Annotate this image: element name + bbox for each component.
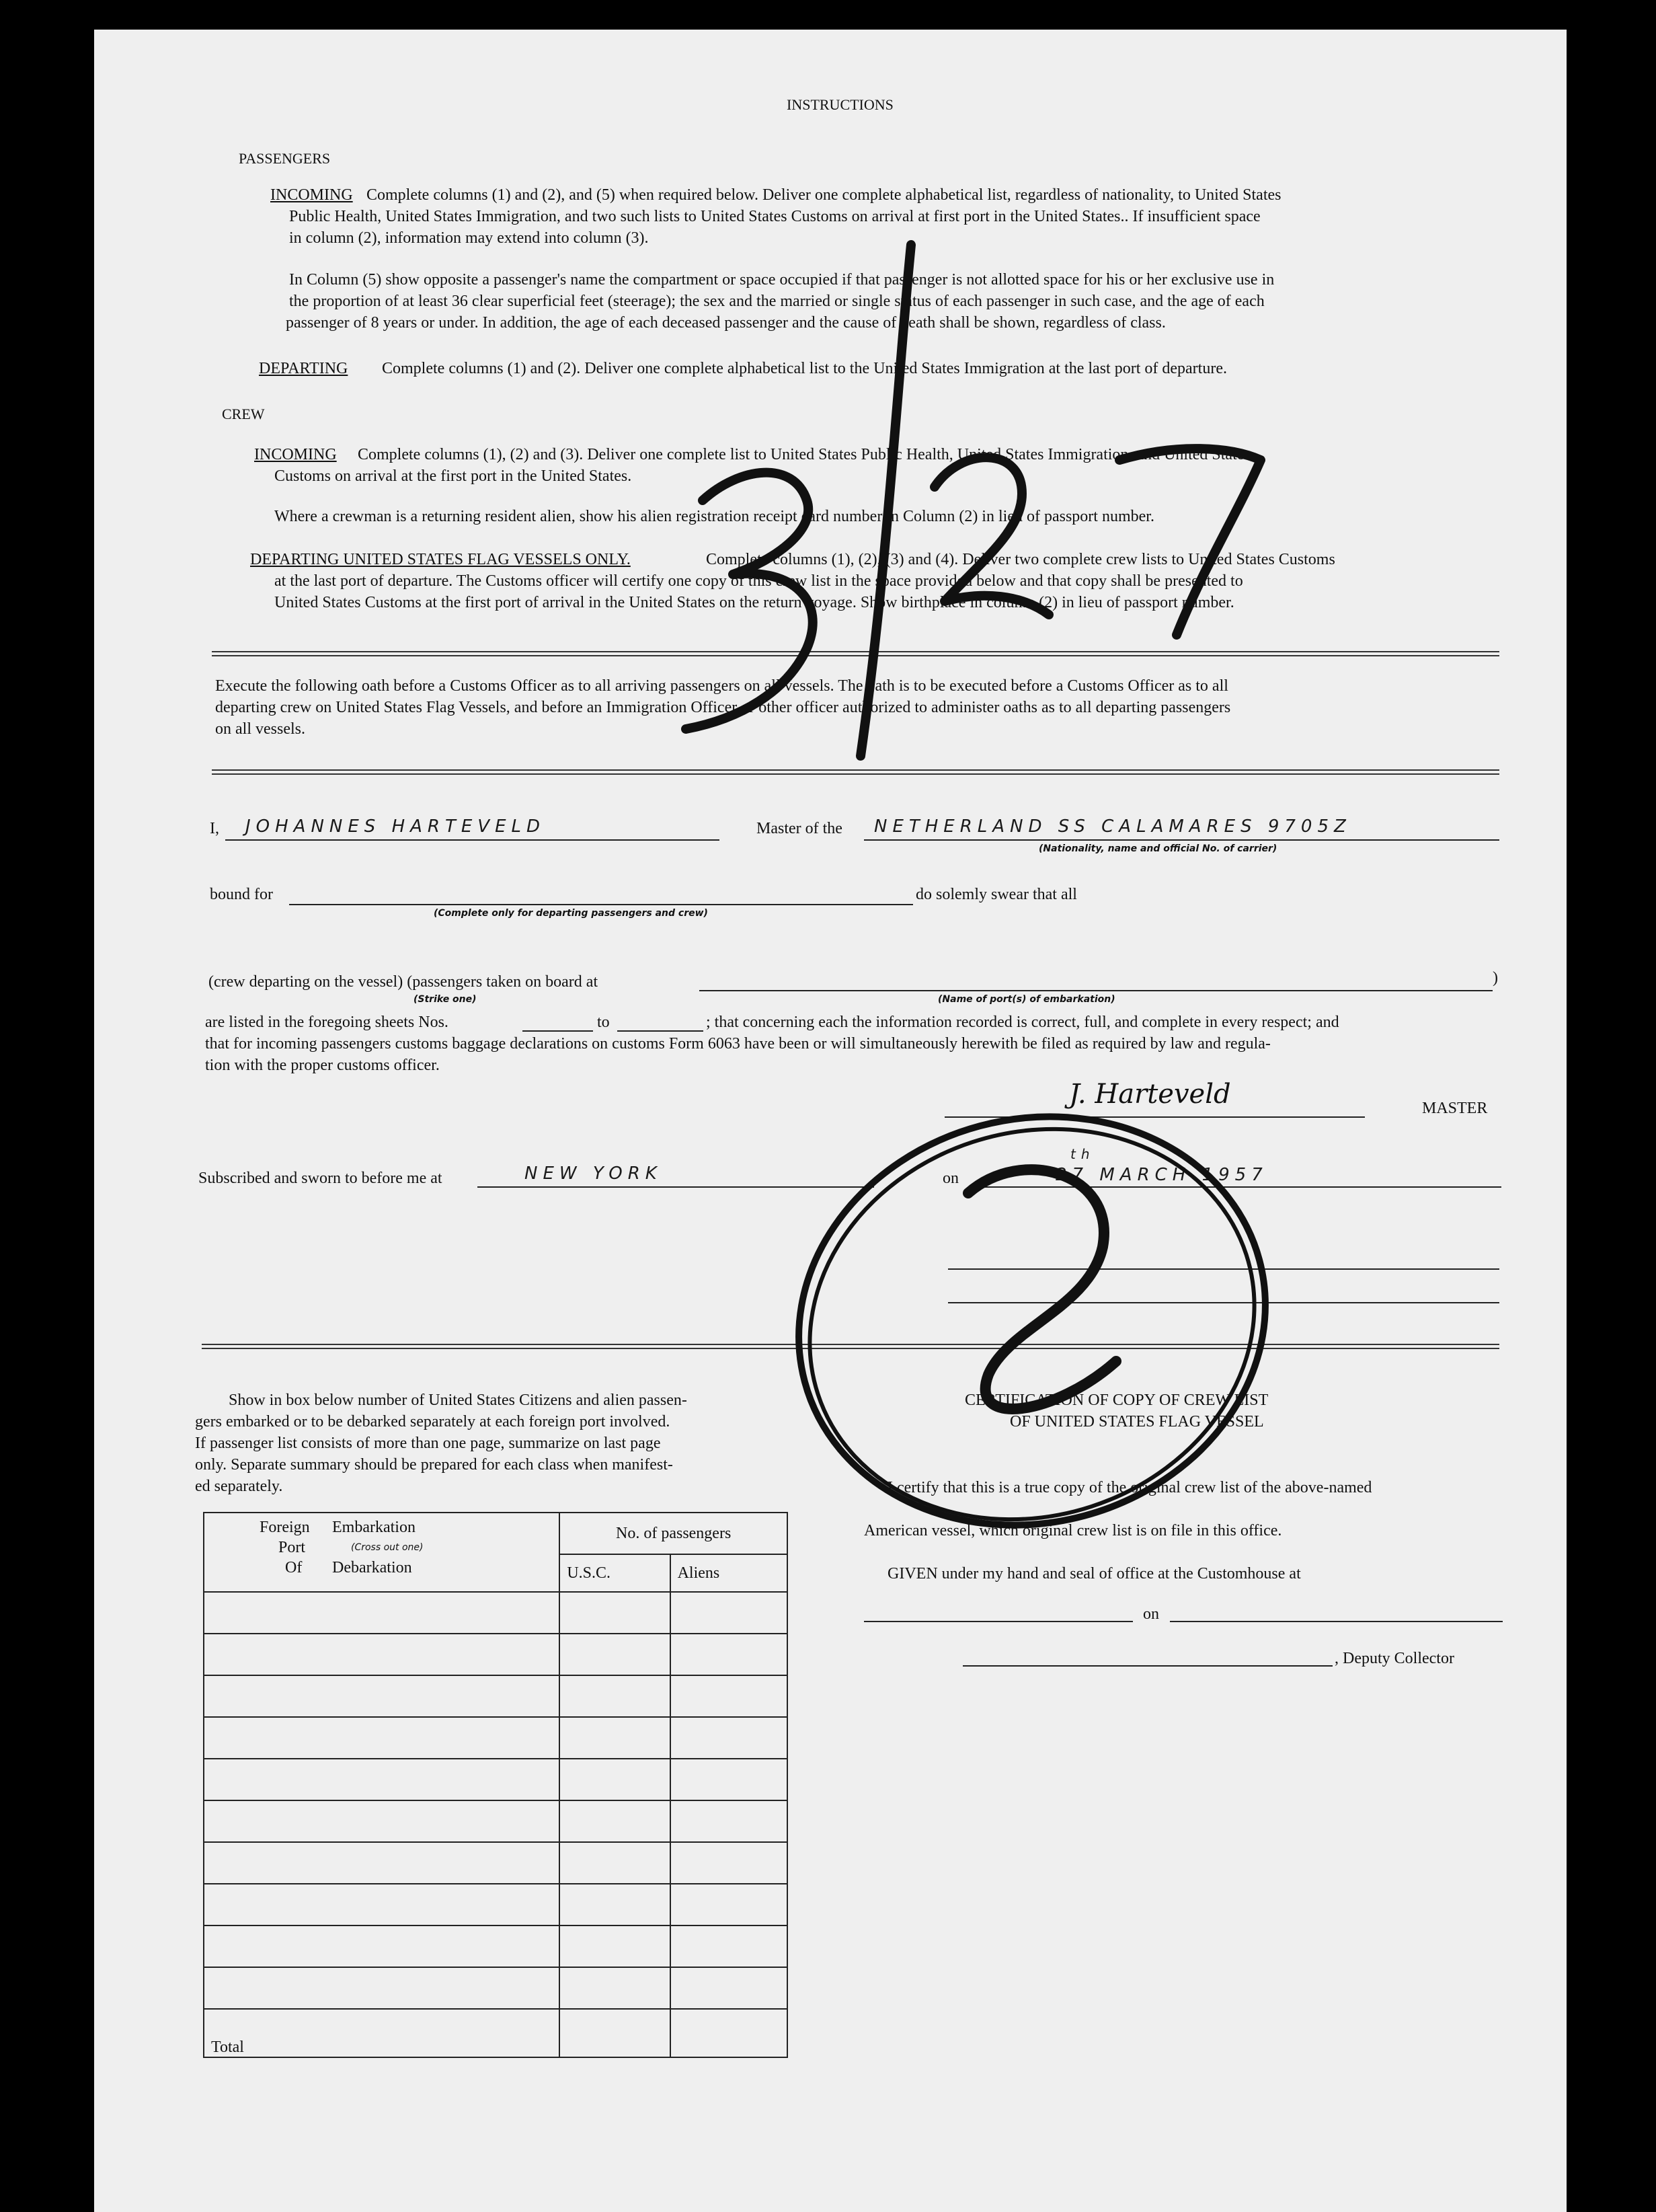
listed-clause: that for incoming passengers customs baggage declarations on customs Form 6063 have been or will simultaneously herewith be filed as required by law and regula- — [205, 1035, 1271, 1053]
deputy-label: , Deputy Collector — [1335, 1650, 1454, 1667]
stroke-slash — [861, 245, 911, 756]
summary-instructions: only. Separate summary should be prepared for each class when manifest- — [195, 1456, 673, 1474]
strike-caption: (Strike one) — [413, 994, 477, 1005]
date-ordinal: th — [1070, 1146, 1095, 1162]
certification-title: CERTIFICATION OF COPY OF CREW LIST — [965, 1391, 1269, 1409]
oath-intro: on all vessels. — [215, 720, 305, 738]
handwritten-3-27 — [686, 245, 1261, 756]
summary-instructions: Show in box below number of United States Citizens and alien passen- — [229, 1391, 687, 1409]
stroke-2 — [935, 457, 1049, 615]
certification-title: OF UNITED STATES FLAG VESSEL — [1010, 1413, 1264, 1431]
master-name-field[interactable]: JOHANNES HARTEVELD — [245, 816, 545, 837]
crew-incoming-text: Customs on arrival at the first port in the United States. — [274, 467, 632, 485]
given-on-label: on — [1143, 1605, 1159, 1623]
bound-for-caption: (Complete only for departing passengers and crew) — [434, 908, 708, 919]
oath-intro: Execute the following oath before a Customs Officer as to all arriving passengers on all vessels. The oath is to be executed before a Customs Officer as to all — [215, 677, 1228, 695]
crew-incoming-text: Complete columns (1), (2) and (3). Deliver one complete list to United States Public Health, United States Immigration, and United States — [358, 446, 1251, 463]
passengers-departing-label: DEPARTING — [259, 360, 348, 377]
crew-departing-text: Complete columns (1), (2), (3) and (4). Deliver two complete crew lists to United States Customs — [706, 551, 1335, 568]
crew-resident-text: Where a crewman is a returning resident alien, show his alien registration receipt card number in Column (2) in lieu of passport number. — [274, 508, 1154, 525]
vessel-field[interactable]: NETHERLAND SS CALAMARES 9705Z — [874, 816, 1351, 837]
listed-clause: ; that concerning each the information recorded is correct, full, and complete in every respect; and — [706, 1014, 1339, 1031]
passengers-col5-text: passenger of 8 years or under. In addition, the age of each deceased passenger and the cause of death shall be shown, regardless of class. — [286, 314, 1166, 332]
crew-departing-text: at the last port of departure. The Customs officer will certify one copy of this crew list in the space provided below and that copy shall be presented to — [274, 572, 1243, 590]
passengers-incoming-label: INCOMING — [270, 186, 353, 204]
handwritten-marks — [94, 30, 1567, 2212]
subscribed-label: Subscribed and sworn to before me at — [198, 1170, 442, 1187]
col-passengers: No. of passengers — [559, 1513, 787, 1554]
passengers-col5-text: the proportion of at least 36 clear superficial feet (steerage); the sex and the married or single status of each passenger in such case, and the age of each — [289, 293, 1265, 310]
col-embarkation: Embarkation — [332, 1519, 416, 1536]
listed-clause: tion with the proper customs officer. — [205, 1057, 440, 1074]
given-text: GIVEN under my hand and seal of office at the Customhouse at — [888, 1565, 1301, 1582]
certification-text: American vessel, which original crew list is on file in this office. — [864, 1522, 1282, 1539]
close-paren: ) — [1493, 969, 1498, 987]
col-foreign: Foreign — [260, 1519, 310, 1536]
crew-incoming-label: INCOMING — [254, 446, 337, 463]
passengers-incoming-text: Public Health, United States Immigration, and two such lists to United States Customs on arrival at first port in the United States.. If insufficient space — [289, 208, 1261, 225]
passengers-incoming-text: Complete columns (1) and (2), and (5) when required below. Deliver one complete alphabetical list, regardless of nationality, to United States — [366, 186, 1282, 204]
bound-for-label: bound for — [210, 886, 273, 903]
passengers-col5-text: In Column (5) show opposite a passenger's name the compartment or space occupied if that passenger is not allotted space for his or her exclusive use in — [289, 271, 1275, 289]
circled-2-annotation — [752, 1065, 1311, 1577]
col-debarkation: Debarkation — [332, 1559, 412, 1576]
subscribed-on-label: on — [943, 1170, 959, 1187]
stroke-3 — [686, 473, 813, 729]
stroke-7 — [1119, 449, 1261, 635]
oath-intro: departing crew on United States Flag Vessels, and before an Immigration Officer or other officer authorized to administer oaths as to all departing passengers — [215, 699, 1231, 716]
passengers-heading: PASSENGERS — [239, 150, 331, 167]
summary-instructions: If passenger list consists of more than one page, summarize on last page — [195, 1435, 661, 1452]
stroke-2 — [968, 1170, 1116, 1409]
crew-departing-clause: (crew departing on the vessel) (passengers taken on board at — [208, 973, 598, 991]
col-port: Port — [278, 1539, 306, 1556]
listed-to-label: to — [597, 1014, 610, 1031]
col-of: Of — [285, 1559, 303, 1576]
circle-stroke — [752, 1065, 1311, 1577]
master-of-label: Master of the — [756, 820, 842, 837]
summary-instructions: gers embarked or to be debarked separately at each foreign port involved. — [195, 1413, 670, 1431]
crew-departing-text: United States Customs at the first port of arrival in the United States on the return voyage. Show birthplace in column (2) in lieu of passport number. — [274, 594, 1234, 611]
col-aliens: Aliens — [670, 1554, 787, 1592]
summary-instructions: ed separately. — [195, 1478, 283, 1495]
oath-i-label: I, — [210, 820, 219, 837]
master-label: MASTER — [1422, 1100, 1488, 1117]
col-usc: U.S.C. — [559, 1554, 670, 1592]
embarkation-caption: (Name of port(s) of embarkation) — [938, 994, 1115, 1005]
crew-departing-label: DEPARTING UNITED STATES FLAG VESSELS ONLY. — [250, 551, 631, 568]
passengers-departing-text: Complete columns (1) and (2). Deliver one complete alphabetical list to the United States Immigration at the last port of departure. — [382, 360, 1227, 377]
col-cross: (Cross out one) — [351, 1542, 424, 1553]
page-title: INSTRUCTIONS — [787, 96, 894, 113]
total-label: Total — [204, 2009, 559, 2057]
master-signature: J. Harteveld — [1069, 1079, 1231, 1110]
crew-heading: CREW — [222, 406, 265, 422]
subscribed-date-field[interactable]: 27 MARCH 1957 — [1056, 1165, 1268, 1185]
subscribed-place-field[interactable]: NEW YORK — [524, 1164, 662, 1184]
passengers-incoming-text: in column (2), information may extend into column (3). — [289, 229, 649, 247]
document-sheet — [94, 30, 1567, 2212]
vessel-caption: (Nationality, name and official No. of carrier) — [1039, 843, 1277, 854]
certification-text: I certify that this is a true copy of the original crew list of the above-named — [888, 1479, 1372, 1496]
swear-text: do solemly swear that all — [916, 886, 1077, 903]
listed-clause: are listed in the foregoing sheets Nos. — [205, 1014, 448, 1031]
